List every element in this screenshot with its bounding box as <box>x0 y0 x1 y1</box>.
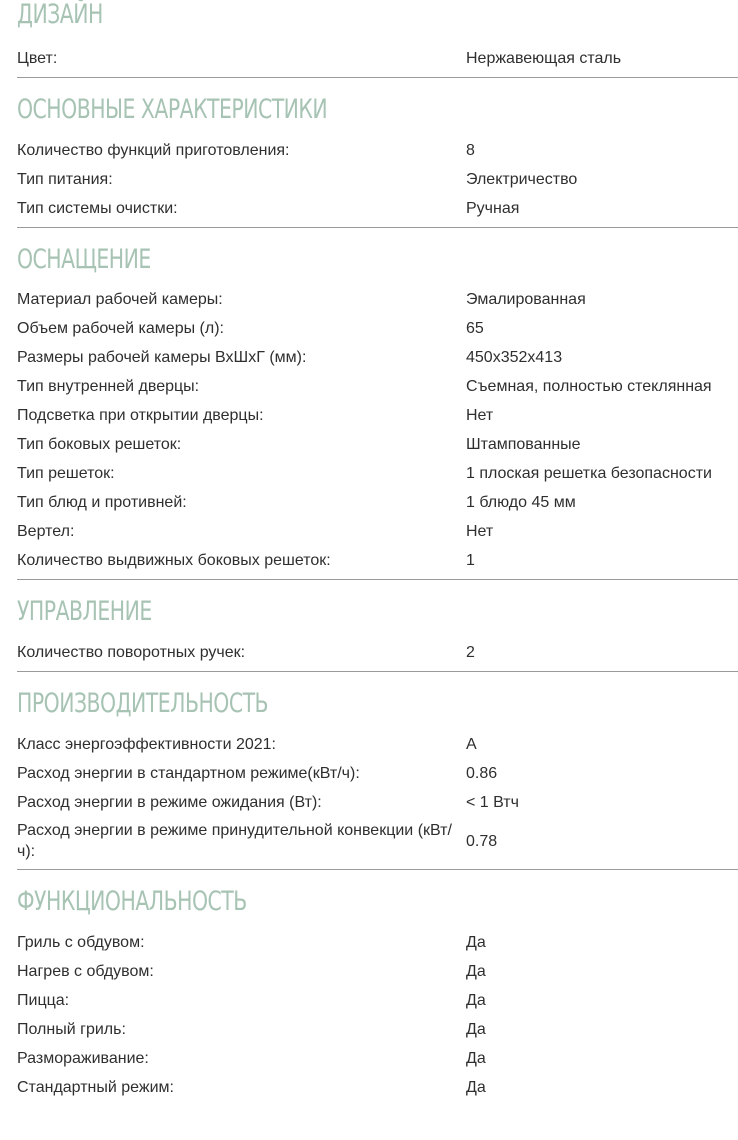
spec-value: Да <box>466 1021 486 1038</box>
spec-row <box>17 1044 738 1073</box>
spec-label: Вертел: <box>17 523 75 540</box>
spec-value: 0.78 <box>466 832 498 850</box>
spec-label: Гриль с обдувом: <box>17 934 145 951</box>
spec-label: Тип системы очистки: <box>17 200 178 217</box>
spec-label: Тип блюд и противней: <box>17 494 187 511</box>
spec-label: Материал рабочей камеры: <box>17 291 223 308</box>
spec-value: Да <box>466 963 486 980</box>
spec-row <box>17 957 738 986</box>
spec-label: Цвет: <box>17 50 58 67</box>
spec-list <box>17 285 738 575</box>
section-main-characteristics <box>17 96 738 228</box>
spec-label: Полный гриль: <box>17 1021 126 1038</box>
spec-list <box>17 44 738 73</box>
spec-value: Нержавеющая сталь <box>466 50 622 67</box>
spec-value: Эмалированная <box>466 291 586 308</box>
spec-value: Съемная, полностью стеклянная <box>466 378 712 395</box>
spec-label: Объем рабочей камеры (л): <box>17 320 224 337</box>
spec-value: 2 <box>466 644 475 661</box>
section-functionality <box>17 888 738 1102</box>
spec-label: Нагрев с обдувом: <box>17 963 154 980</box>
spec-label: Пицца: <box>17 992 70 1009</box>
spec-value: Да <box>466 1079 486 1096</box>
spec-row <box>17 546 738 575</box>
spec-value: Нет <box>466 407 494 424</box>
spec-value: Ручная <box>466 200 520 217</box>
spec-value: Да <box>466 934 486 951</box>
spec-row <box>17 759 738 788</box>
spec-row <box>17 194 738 223</box>
section-equipment <box>17 246 738 580</box>
spec-row <box>17 459 738 488</box>
spec-list <box>17 928 738 1102</box>
spec-value: Электричество <box>466 171 578 188</box>
spec-value: 1 блюдо 45 мм <box>466 494 576 511</box>
spec-value: 8 <box>466 142 475 159</box>
spec-label: Тип боковых решеток: <box>17 436 182 453</box>
spec-value: 450x352x413 <box>466 349 563 366</box>
spec-row <box>17 638 738 667</box>
spec-value: 65 <box>466 320 484 337</box>
section-title: ОСНОВНЫЕ ХАРАКТЕРИСТИКИ <box>17 94 328 125</box>
spec-label: Расход энергии в режиме ожидания (Вт): <box>17 794 322 811</box>
spec-row <box>17 372 738 401</box>
spec-row <box>17 517 738 546</box>
spec-value: Да <box>466 992 486 1009</box>
section-title: ОСНАЩЕНИЕ <box>17 244 151 275</box>
spec-label: Расход энергии в режиме принудительной конвекции (кВт/ч): <box>17 822 452 860</box>
section-controls <box>17 598 738 672</box>
spec-label: Размеры рабочей камеры ВхШхГ (мм): <box>17 349 307 366</box>
spec-row <box>17 488 738 517</box>
spec-list <box>17 730 738 865</box>
spec-label: Количество функций приготовления: <box>17 142 290 159</box>
spec-row <box>17 44 738 73</box>
spec-row <box>17 285 738 314</box>
spec-row <box>17 430 738 459</box>
spec-list <box>17 136 738 223</box>
spec-value: A <box>466 736 477 753</box>
spec-row <box>17 165 738 194</box>
spec-list <box>17 638 738 667</box>
spec-row <box>17 986 738 1015</box>
section-title: ПРОИЗВОДИТЕЛЬНОСТЬ <box>17 688 269 719</box>
spec-row <box>17 136 738 165</box>
spec-row <box>17 314 738 343</box>
spec-value: 0.86 <box>466 765 498 782</box>
spec-row <box>17 730 738 759</box>
section-title: ДИЗАЙН <box>17 0 103 30</box>
spec-value: 1 плоская решетка безопасности <box>466 465 712 482</box>
spec-label: Тип решеток: <box>17 465 115 482</box>
spec-row <box>17 1073 738 1102</box>
spec-value: < 1 Втч <box>466 794 519 811</box>
spec-row <box>17 788 738 817</box>
section-title: УПРАВЛЕНИЕ <box>17 596 152 627</box>
spec-value: 1 <box>466 552 475 569</box>
spec-row <box>17 928 738 957</box>
section-title: ФУНКЦИОНАЛЬНОСТЬ <box>17 886 247 917</box>
spec-row <box>17 817 738 865</box>
spec-label: Количество выдвижных боковых решеток: <box>17 552 331 569</box>
spec-label: Класс энергоэффективности 2021: <box>17 736 276 753</box>
spec-label: Количество поворотных ручек: <box>17 644 246 661</box>
spec-label: Стандартный режим: <box>17 1079 174 1096</box>
spec-value: Нет <box>466 523 494 540</box>
spec-label: Подсветка при открытии дверцы: <box>17 407 264 424</box>
spec-row <box>17 343 738 372</box>
spec-label: Тип внутренней дверцы: <box>17 378 200 395</box>
spec-row <box>17 1015 738 1044</box>
spec-value: Штампованные <box>466 436 581 453</box>
spec-label: Расход энергии в стандартном режиме(кВт/ч): <box>17 765 360 782</box>
spec-row <box>17 401 738 430</box>
spec-label: Размораживание: <box>17 1050 149 1067</box>
spec-value: Да <box>466 1050 486 1067</box>
section-performance <box>17 690 738 870</box>
spec-label: Тип питания: <box>17 171 113 188</box>
section-design <box>17 1 738 78</box>
